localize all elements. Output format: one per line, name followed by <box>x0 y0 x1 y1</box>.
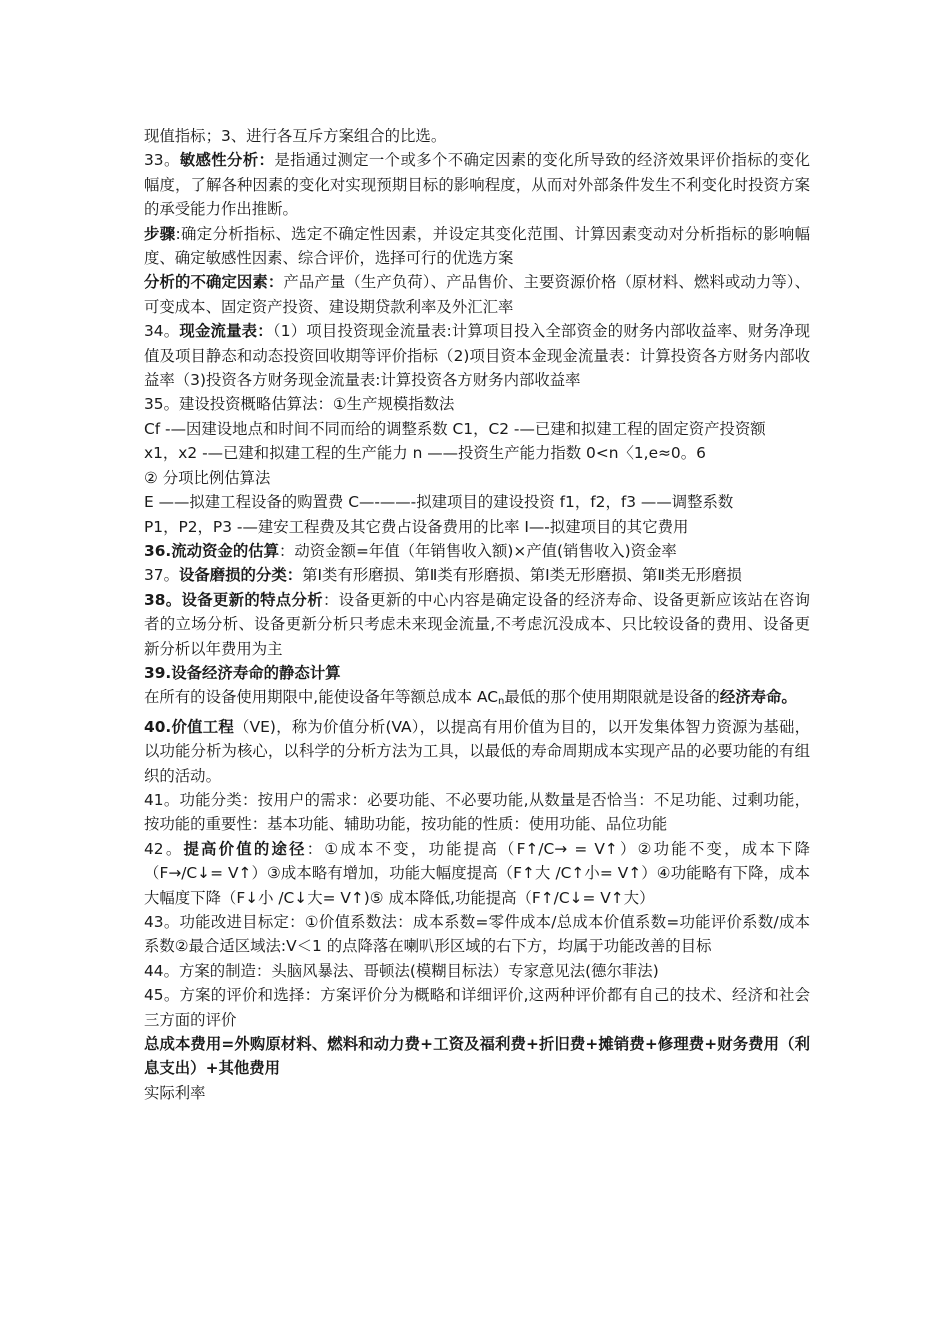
paragraph-34-cashflow: 34。现金流量表：（1）项目投资现金流量表:计算项目投入全部资金的财务内部收益率、财务净现值及项目静态和动态投资回收期等评价指标（2)项目资本金现金流量表：计算投资各方财务内部收益率（3)投资各方财务现金流量表:计算投资各方财务内部收益率 <box>144 322 810 390</box>
paragraph-cf-def: Cf -—因建设地点和时间不同而给的调整系数 C1，C2 -—已建和拟建工程的固定资产投资额 <box>144 419 766 438</box>
paragraph-1: 现值指标；3、进行各互斥方案组合的比选。 <box>144 127 447 145</box>
paragraph-e-def: E ——拟建工程设备的购置费 C—-——-拟建项目的建设投资 f1，f2，f3 ——调整系数 <box>144 493 734 512</box>
paragraph-36-working-capital: 36.流动资金的估算：动资金额=年值（年销售收入额)×产值(销售收入)资金率 <box>144 541 677 560</box>
paragraph-p-def: P1，P2，P3 -—建安工程费及其它费占设备费用的比率 I—-拟建项目的其它费用 <box>144 517 689 536</box>
paragraph-41-function-types: 41。功能分类：按用户的需求：必要功能、不必要功能,从数量是否恰当：不足功能、过剩功能，按功能的重要性：基本功能、辅助功能，按功能的性质：使用功能、品位功能 <box>144 790 810 834</box>
document-body <box>144 124 810 1105</box>
paragraph-33-sensitivity: 33。敏感性分析：是指通过测定一个或多个不确定因素的变化所导致的经济效果评价指标的变化幅度，了解各种因素的变化对实现预期目标的影响程度，从而对外部条件发生不利变化时投资方案的承受能力作出推断。 <box>144 151 810 219</box>
paragraph-44-scheme-making: 44。方案的制造：头脑风暴法、哥顿法(模糊目标法）专家意见法(德尔菲法) <box>144 961 659 980</box>
paragraph-item-ratio: ② 分项比例估算法 <box>144 468 271 487</box>
paragraph-uncertain-factors: 分析的不确定因素：产品产量（生产负荷）、产品售价、主要资源价格（原材料、燃料或动力等）、可变成本、固定资产投资、建设期贷款利率及外汇汇率 <box>144 273 810 316</box>
paragraph-39-heading: 39.设备经济寿命的静态计算 <box>144 663 341 682</box>
paragraph-42-value-paths: 42。提高价值的途径：①成本不变，功能提高（F↑/C→ = V↑）②功能不变，成本下降（F→/C↓= V↑）③成本略有增加，功能大幅度提高（F↑大 /C↑小= V↑）④功能略有下降，成本大幅度下降（F↓小 /C↓大= V↑)⑤ 成本降低,功能提高（F↑/C↓= V↑大） <box>144 839 810 907</box>
paragraph-real-rate: 实际利率 <box>144 1083 206 1102</box>
paragraph-total-cost: 总成本费用=外购原材料、燃料和动力费+工资及福利费+折旧费+摊销费+修理费+财务费用（利息支出）+其他费用 <box>144 1035 810 1078</box>
paragraph-economic-life: 在所有的设备使用期限中,能使设备年等额总成本 $AC_n$最低的那个使用期限就是设备的经济寿命。 <box>144 688 797 708</box>
paragraph-steps: 步骤:确定分析指标、选定不确定性因素，并设定其变化范围、计算因素变动对分析指标的影响幅度、确定敏感性因素、综合评价，选择可行的优选方案 <box>144 224 810 268</box>
paragraph-38-renewal: 38。设备更新的特点分析：设备更新的中心内容是确定设备的经济寿命、设备更新应该站在咨询者的立场分析、设备更新分析只考虑未来现金流量,不考虑沉没成本、只比较设备的费用、设备更新分析以年费用为主 <box>144 590 810 658</box>
paragraph-37-wear: 37。设备磨损的分类：第Ⅰ类有形磨损、第Ⅱ类有形磨损、第Ⅰ类无形磨损、第Ⅱ类无形磨损 <box>144 566 742 585</box>
paragraph-43-target: 43。功能改进目标定：①价值系数法：成本系数=零件成本/总成本价值系数=功能评价系数/成本系数②最合适区域法:V＜1 的点降落在喇叭形区域的右下方，均属于功能改善的目标 <box>144 913 810 956</box>
paragraph-x-def: x1，x2 -—已建和拟建工程的生产能力 n ——投资生产能力指数 0<n〈1,e≈0。6 <box>144 444 706 463</box>
paragraph-45-evaluation: 45。方案的评价和选择：方案评价分为概略和详细评价,这两种评价都有自己的技术、经济和社会三方面的评价 <box>144 986 810 1029</box>
paragraph-40-value-engineering: 40.价值工程（VE)，称为价值分析(VA），以提高有用价值为目的，以开发集体智力资源为基础，以功能分析为核心，以科学的分析方法为工具，以最低的寿命周期成本实现产品的必要功能的有组织的活动。 <box>144 717 810 785</box>
paragraph-35-estimation: 35。建设投资概略估算法：①生产规模指数法 <box>144 395 455 414</box>
